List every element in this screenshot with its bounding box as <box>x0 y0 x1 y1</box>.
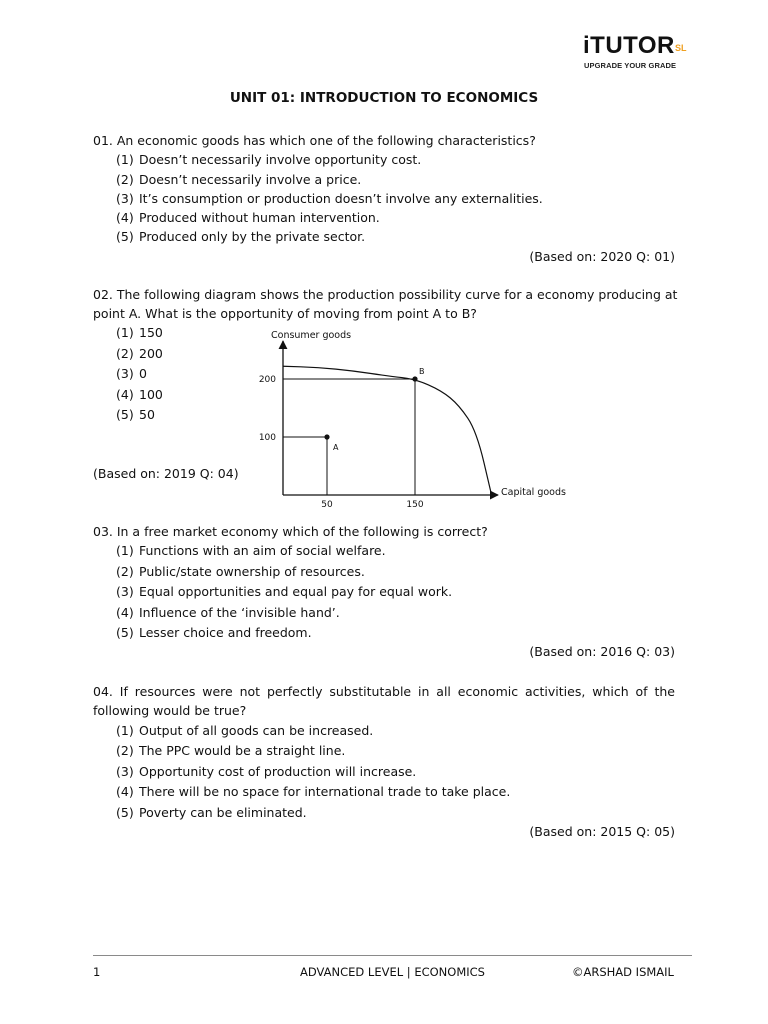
option-text: Doesn’t necessarily involve a price. <box>139 172 362 187</box>
question-3-text: 03. In a free market economy which of the following is correct? <box>93 524 488 539</box>
option-number: (1) <box>116 325 134 340</box>
footer-course: ADVANCED LEVEL | ECONOMICS <box>300 965 485 979</box>
question-4-option <box>116 764 416 780</box>
option-number: (1) <box>116 543 134 558</box>
option-number: (4) <box>116 210 134 225</box>
option-text: Output of all goods can be increased. <box>139 723 374 738</box>
option-text: Equal opportunities and equal pay for equal work. <box>139 584 453 599</box>
question-2-source: (Based on: 2019 Q: 04) <box>93 466 239 481</box>
ppc-curve <box>283 366 492 495</box>
option-text: Poverty can be eliminated. <box>139 805 307 820</box>
question-1-source: (Based on: 2020 Q: 01) <box>529 249 675 264</box>
footer-divider <box>93 955 692 956</box>
option-text: 150 <box>139 325 163 340</box>
question-1-option <box>116 210 380 226</box>
option-text: Public/state ownership of resources. <box>139 564 365 579</box>
option-text: Functions with an aim of social welfare. <box>139 543 386 558</box>
option-number: (5) <box>116 625 134 640</box>
footer-author: ©ARSHAD ISMAIL <box>572 965 674 979</box>
option-text: 50 <box>139 407 155 422</box>
option-number: (4) <box>116 387 134 402</box>
question-1-option <box>116 229 365 245</box>
option-text: There will be no space for international trade to take place. <box>139 784 511 799</box>
option-text: Produced without human intervention. <box>139 210 380 225</box>
option-text: Produced only by the private sector. <box>139 229 366 244</box>
option-number: (2) <box>116 346 134 361</box>
question-4-option <box>116 784 510 800</box>
question-2-text-line-2: point A. What is the opportunity of moving from point A to B? <box>93 306 477 321</box>
question-4-text-line-2: following would be true? <box>93 703 247 718</box>
x-tick-label: 50 <box>321 500 333 510</box>
y-tick-label: 200 <box>258 375 276 385</box>
question-3-option <box>116 625 312 641</box>
option-text: Doesn’t necessarily involve opportunity cost. <box>139 152 422 167</box>
point-a <box>324 434 329 439</box>
question-4-option <box>116 805 307 821</box>
option-number: (3) <box>116 191 134 206</box>
option-number: (4) <box>116 784 134 799</box>
question-1-option <box>116 172 361 188</box>
question-4-option <box>116 743 345 759</box>
option-number: (3) <box>116 366 134 381</box>
question-1-text: 01. An economic goods has which one of the following characteristics? <box>93 133 536 148</box>
option-text: 100 <box>139 387 163 402</box>
logo-tagline: UPGRADE YOUR GRADE <box>584 61 677 70</box>
x-tick-label: 150 <box>406 500 424 510</box>
question-2-option <box>116 366 147 382</box>
option-text: Opportunity cost of production will increase. <box>139 764 417 779</box>
option-number: (2) <box>116 172 134 187</box>
option-number: (2) <box>116 564 134 579</box>
question-2-option <box>116 387 163 403</box>
logo-main-text: iTUTOR <box>583 32 675 59</box>
option-number: (3) <box>116 764 134 779</box>
question-1-option <box>116 152 421 168</box>
ppc-chart <box>250 325 580 515</box>
point-b <box>412 376 417 381</box>
footer-page-number: 1 <box>93 965 101 979</box>
question-2-option <box>116 346 163 362</box>
option-number: (5) <box>116 229 134 244</box>
option-number: (3) <box>116 584 134 599</box>
logo-suffix: SL <box>675 43 687 53</box>
question-3-source: (Based on: 2016 Q: 03) <box>529 644 675 659</box>
question-4-text-line-1: 04. If resources were not perfectly substitutable in all economic activities, which of the <box>93 684 675 699</box>
question-2-option <box>116 407 155 423</box>
point-label-a: A <box>333 443 339 452</box>
option-text: 0 <box>139 366 147 381</box>
question-4-source: (Based on: 2015 Q: 05) <box>529 824 675 839</box>
option-number: (1) <box>116 152 134 167</box>
option-number: (5) <box>116 407 134 422</box>
x-axis-label: Capital goods <box>501 487 566 498</box>
option-number: (2) <box>116 743 134 758</box>
option-text: Lesser choice and freedom. <box>139 625 312 640</box>
option-number: (5) <box>116 805 134 820</box>
option-number: (4) <box>116 605 134 620</box>
option-text: It’s consumption or production doesn’t involve any externalities. <box>139 191 543 206</box>
question-3-option <box>116 584 452 600</box>
point-label-b: B <box>419 367 425 376</box>
page-title: UNIT 01: INTRODUCTION TO ECONOMICS <box>229 90 539 106</box>
question-1-option <box>116 191 543 207</box>
question-3-option <box>116 605 340 621</box>
y-axis-label: Consumer goods <box>271 330 352 341</box>
question-3-option <box>116 564 365 580</box>
itutor-logo <box>583 33 693 73</box>
option-number: (1) <box>116 723 134 738</box>
option-text: The PPC would be a straight line. <box>139 743 346 758</box>
question-2-text-line-1: 02. The following diagram shows the production possibility curve for a economy producing at <box>93 287 678 302</box>
option-text: 200 <box>139 346 163 361</box>
question-2-option <box>116 325 163 341</box>
option-text: Influence of the ‘invisible hand’. <box>139 605 340 620</box>
question-4-option <box>116 723 373 739</box>
y-tick-label: 100 <box>258 433 276 443</box>
question-3-option <box>116 543 386 559</box>
